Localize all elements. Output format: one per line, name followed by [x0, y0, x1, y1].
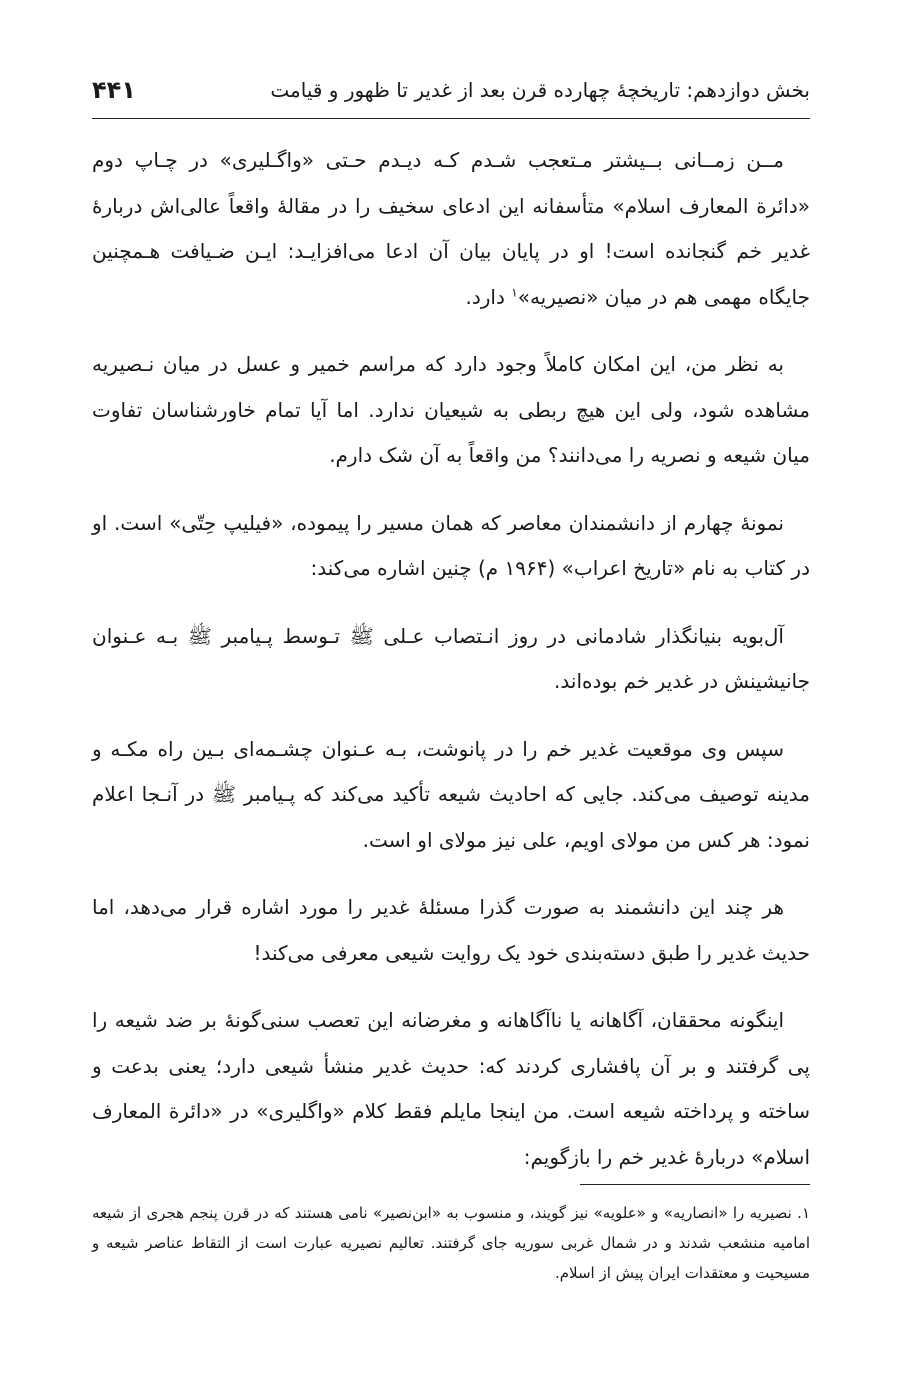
- book-page: [92, 0, 810, 1390]
- footnote-reference[interactable]: ۱: [511, 284, 518, 299]
- paragraph-5: سپس وی موقعیت غدیر خم را در پانوشت، بـه عـنوان چشـمه‌ای بـین راه مکـه و مدینه توصیف می‌کند. جایی که احادیث شیعه تأکید می‌کند که پـیامبر ﷺ در آنـجا اعلام نمود: هر کس من مولای اویم، علی نیز مولای او است.: [92, 736, 810, 852]
- footnotes-section: [92, 1198, 810, 1288]
- paragraph-2: به نظر من، این امکان کاملاً وجود دارد که مراسم خمیر و عسل در میان نـصیریه مشاهده شود، ولی این هیچ ربطی به شیعیان ندارد. اما آیا تمام خاورشناسان تفاوت میان شیعه و نصریه را می‌دانند؟ من واقعاً به آن شک دارم.: [92, 352, 810, 467]
- running-header: [92, 70, 810, 110]
- chapter-title: بخش دوازدهم: تاریخچۀ چهارده قرن بعد از غدیر تا ظهور و قیامت: [270, 78, 810, 102]
- paragraph-3: نمونۀ چهارم از دانشمندان معاصر که همان مسیر را پیموده، «فیلیپ حِتّی» است. او در کتاب به نام «تاریخ اعراب» (۱۹۶۴ م) چنین اشاره می‌کند:: [92, 510, 810, 580]
- page-number: ۴۴۱: [92, 76, 136, 104]
- paragraph-6: هر چند این دانشمند به صورت گذرا مسئلۀ غدیر را مورد اشاره قرار می‌دهد، اما حدیث غدیر را طبق دسته‌بندی خود یک روایت شیعی معرفی می‌کند!: [92, 895, 810, 965]
- main-text: [92, 138, 810, 1202]
- footnote-divider: [580, 1184, 810, 1185]
- footnote-1: ۱. نصیریه را «انصاریه» و «علویه» نیز گویند، و منسوب به «ابن‌نصیر» نامی هستند که در قرن پنجم هجری از شیعه امامیه منشعب شدند و در شمال غربی سوریه جای گرفتند. تعالیم نصیریه عبارت است از التقاط عناصر شیعه و مسیحیت و معتقدات ایران پیش از اسلام.: [92, 1204, 810, 1282]
- paragraph-7: اینگونه محققان، آگاهانه یا ناآگاهانه و مغرضانه این تعصب سنی‌گونۀ بر ضد شیعه را پی گرفتند و بر آن پافشاری کردند که: حدیث غدیر منشأ شیعی دارد؛ یعنی بدعت و ساخته و پرداخته شیعه است. من اینجا مایلم فقط کلام «واگلیری» در «دائرة المعارف اسلام» دربارۀ غدیر خم را بازگویم:: [92, 1008, 810, 1169]
- paragraph-1: مــن زمــانی بــیشتر مـتعجب شـدم کـه دیـدم حـتی «واگـلیری» در چـاپ دوم «دائرة المعارف اسلام» متأسفانه این ادعای سخیف را در مقالۀ واقعاً عالی‌اش دربارۀ غدیر خم گنجانده است! او در پایان بیان آن ادعا می‌افزایـد: ایـن ضـیافت هـمچنین جایگاه مهمی هم در میان «نصیریه»$^۱$ دارد.: [92, 148, 810, 309]
- paragraph-4-quote: آل‌بویه بنیانگذار شادمانی در روز انـتصاب عـلی ﷺ تـوسط پـیامبر ﷺ بـه عـنوان جانیشینش در غدیر خم بوده‌اند.: [92, 623, 810, 693]
- header-divider: [92, 118, 810, 119]
